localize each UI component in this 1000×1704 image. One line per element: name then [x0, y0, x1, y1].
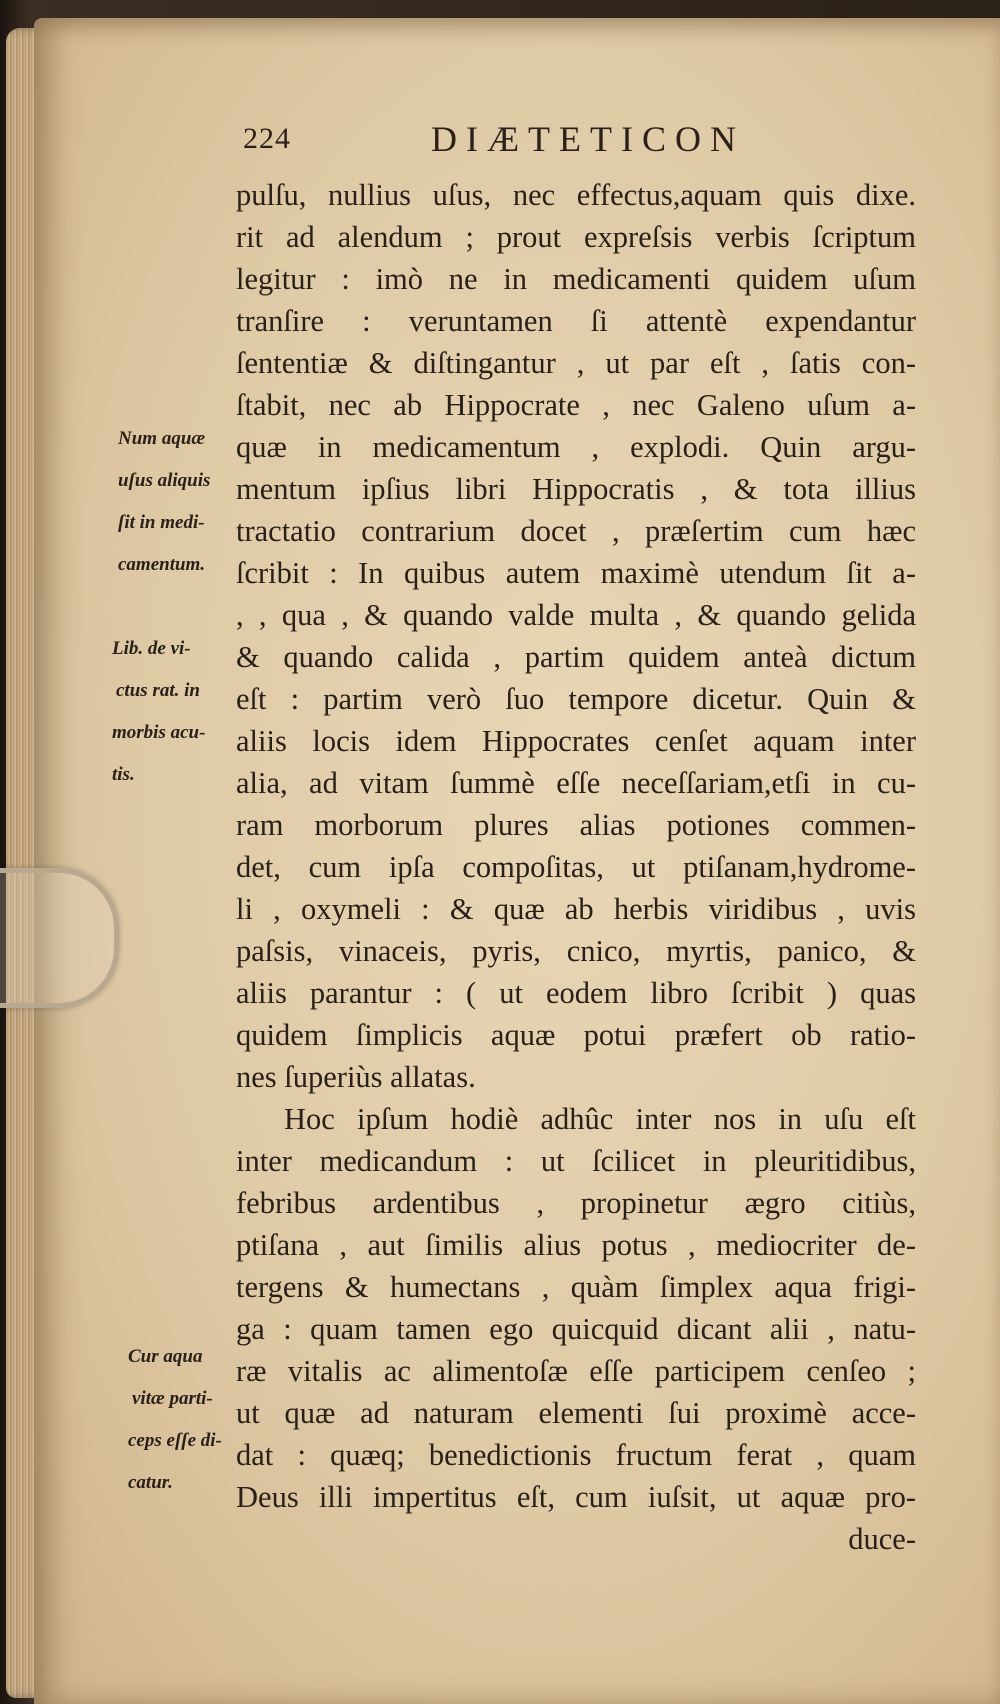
catchword: duce-	[848, 1522, 916, 1556]
page-clip	[0, 868, 119, 1008]
marginal-note-line: Num aquæ	[118, 428, 206, 449]
marginal-note-line: vitæ parti-	[132, 1388, 213, 1409]
marginal-note-line: catur.	[128, 1472, 173, 1493]
page-header	[243, 118, 803, 160]
text-line: , , qua , & quando valde multa , & quando gelida	[236, 598, 916, 632]
marginal-note-line: tis.	[112, 764, 135, 785]
marginal-note-line: Lib. de vi-	[112, 638, 191, 659]
text-line: ut quæ ad naturam elementi ſui proximè acce-	[236, 1396, 916, 1430]
text-line: nes ſuperiùs allatas.	[236, 1060, 476, 1094]
marginal-note-line: morbis acu-	[112, 722, 206, 743]
text-line: ſtabit, nec ab Hippocrate , nec Galeno uſum a-	[236, 388, 916, 422]
text-line: alia, ad vitam ſummè eſſe neceſſariam,etſi in cu-	[236, 766, 916, 800]
text-line: tractatio contrarium docet , præſertim cum hæc	[236, 514, 916, 548]
marginal-note-line: Cur aqua	[128, 1346, 203, 1367]
text-line: pulſu, nullius uſus, nec effectus,aquam quis dixe.	[236, 178, 916, 212]
marginal-note-line: ceps eſſe di-	[128, 1430, 222, 1451]
text-line: ræ vitalis ac alimentoſæ eſſe participem cenſeo ;	[236, 1354, 916, 1388]
text-line: ſcribit : In quibus autem maximè utendum ſit a-	[236, 556, 916, 590]
text-line: aliis locis idem Hippocrates cenſet aquam inter	[236, 724, 916, 758]
marginal-note-reference	[112, 628, 205, 796]
text-line: dat : quæq; benedictionis fructum ferat , quam	[236, 1438, 916, 1472]
text-line: mentum ipſius libri Hippocratis , & tota illius	[236, 472, 916, 506]
text-line: quidem ſimplicis aquæ potui præfert ob ratio-	[236, 1018, 916, 1052]
text-line: Hoc ipſum hodiè adhûc inter nos in uſu eſt	[284, 1102, 916, 1136]
marginal-note-aqua-vitae	[128, 1336, 222, 1504]
text-line: tergens & humectans , quàm ſimplex aqua frigi-	[236, 1270, 916, 1304]
marginal-note-line: ſit in medi-	[118, 512, 205, 533]
page-number: 224	[243, 122, 291, 155]
text-line: Deus illi impertitus eſt, cum iuſsit, ut aquæ pro-	[236, 1480, 916, 1514]
text-line: legitur : imò ne in medicamenti quidem uſum	[236, 262, 916, 296]
marginal-note-aqua-medicamentum	[118, 418, 210, 586]
text-line: eſt : partim verò ſuo tempore dicetur. Quin &	[236, 682, 916, 716]
marginal-note-line: ctus rat. in	[116, 680, 200, 701]
text-line: quæ in medicamentum , explodi. Quin argu-	[236, 430, 916, 464]
text-line: inter medicandum : ut ſcilicet in pleuritidibus,	[236, 1144, 916, 1178]
text-line: ga : quam tamen ego quicquid dicant alii , natu-	[236, 1312, 916, 1346]
running-title: DIÆTETICON	[431, 119, 745, 159]
text-line: paſsis, vinaceis, pyris, cnico, myrtis, panico, &	[236, 934, 916, 968]
text-line: det, cum ipſa compoſitas, ut ptiſanam,hydrome-	[236, 850, 916, 884]
marginal-note-line: uſus aliquis	[118, 470, 211, 491]
marginal-note-line: camentum.	[118, 554, 206, 575]
text-line: ſententiæ & diſtingantur , ut par eſt , ſatis con-	[236, 346, 916, 380]
text-line: & quando calida , partim quidem anteà dictum	[236, 640, 916, 674]
text-line: rit ad alendum ; prout expreſsis verbis ſcriptum	[236, 220, 916, 254]
text-line: ptiſana , aut ſimilis alius potus , mediocriter de-	[236, 1228, 916, 1262]
text-line: tranſire : veruntamen ſi attentè expendantur	[236, 304, 916, 338]
main-text-block	[236, 174, 916, 1560]
text-line: ram morborum plures alias potiones commen-	[236, 808, 916, 842]
text-line: li , oxymeli : & quæ ab herbis viridibus , uvis	[236, 892, 916, 926]
text-line: febribus ardentibus , propinetur ægro citiùs,	[236, 1186, 916, 1220]
text-line: aliis parantur : ( ut eodem libro ſcribit ) quas	[236, 976, 916, 1010]
